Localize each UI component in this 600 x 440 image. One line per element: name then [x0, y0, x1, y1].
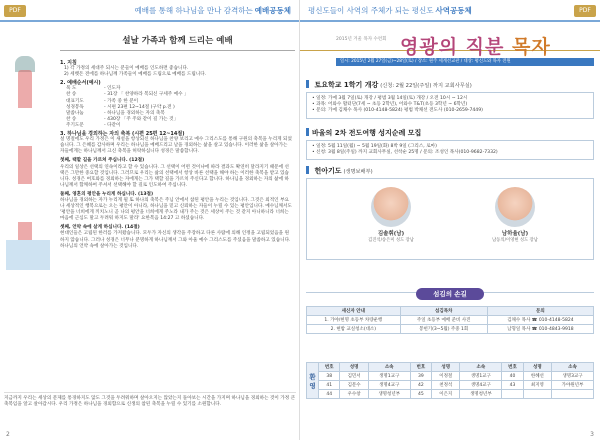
table-row: 41 김문수 생명4교구 42 천정석 생명4교구 43 최지영 가야원년부 [307, 381, 594, 390]
sec1-line: 2) 세뱃돈 전에를 하나님께 가족들이 예배를 드림으로 예배를 드립니다. [64, 72, 207, 78]
point-a-paragraph: 우리의 일상은 선택의 연속이라고 할 수 있습니다. 그 선택이 어떤 것이냐에 따라 결과도 확연히 달라지기 때문에 선택은 그만한 중요할 것입니다. 그러므로 우리는 삶의 선택에서 항상 바른 선택을 해야 하는 이러한 축복을 받고 있습니다. 성경은 여호와를 경외하는 자에게는 그가 택할 길을 가르치 주신다고 합니다. 하나님을 경외하는 자의 삶에 하나님께서 함께하여 주셔서 선택해야 할 길로 인도하여 주십니다. [60, 164, 289, 188]
service-heading-bar [306, 292, 594, 306]
retreat-banner [300, 30, 600, 70]
left-header [0, 0, 299, 22]
closing-paragraph: 지금까지 우리는 세상의 문제를 통경하지도 않도 그것을 두려워하며 살아오지는 않았는지 돌아보는 시간을 가지며 하나님을 경외하는 것이 가정 큰 축복임을 알고 살아갑시다. 우리 가정은 하나님을 경외함으로 신생의 참된 축복을 누릴 수 있기를 소원합니다. [4, 392, 296, 408]
page-number-right: 3 [590, 431, 594, 438]
order-row: 대표기도 - 가족 중 한 분이 [66, 98, 139, 104]
banner-title: 영광의 직분 목자 [400, 36, 551, 58]
table-row: 38 김민서 생명1교구 39 이정철 생명1교구 40 한혜선 생명3교구 [307, 372, 594, 381]
order-row: 성경봉독 - 시편 23편 12~14절 (구약 p.전 ) [66, 104, 175, 110]
order-row: 주기도문 - 다같이 [66, 122, 121, 128]
baby-card: 남하율(남) 남동의/이영현 성도 장남 [485, 187, 545, 243]
service-table: 새신자 안내 섬김목차 문의 1. 가야/현명 초등부 차량운행 주일 초등부 예배 준비 사진 김채수 목사 ☎ 010-4148-5824 2. 현밤 교실청소(대소) 봉헌기(3~5월) 주중 1회 남형일 목사 ☎ 010-4843-9918 [306, 306, 594, 334]
order-row: 묵 도 - 인도자 [66, 86, 121, 92]
banner-label: 2015년 겨울 목자 수련회 [336, 37, 387, 42]
point-b-paragraph: 하나님을 경외하는 자가 누리게 될 또 하나의 축복은 주님 안에서 참된 평안을 누리는 것입니다. 그것은 외적인 부요나 세상적인 행복으로는 오는 평안이 아니라, 하나님을 믿고 신뢰하는 자들이 누릴 수 있는 평안입니다. 예수님께서도 '평안을 너희에게 끼치노니 곧 나의 평안을 너희에게 주노라 내가 주는 것은 세상이 주는 것 같지 아니하니라 너희는 마음에 근심도 말고 두려워 하지도 말라' 요한복음 14:27 고 하셨습니다. [60, 197, 292, 222]
order-row: 찬 송 - 31장 「 찬양하라 복되신 구세주 예수 」 [66, 92, 189, 98]
left-header-text: 예배를 통해 하나님을 만나 감격하는 [134, 5, 253, 15]
school-box: • 일정: 가예 3월 7일(토) 개강 / 평범 3월 14일(토) 개강 / 오전 10시 ~ 12시 • 과목: 어와수 활터단(7세 ~ 초등 2학년), 어와수 T&T(초등 3학년 ~ 6학년) • 문의: 가예 김채수 목사 (010-4148-5824) 평범 박채선 전도사 (010-2659-7449) [306, 92, 594, 119]
welcome-label: 환영 [307, 363, 319, 399]
point-b-heading: 둘째, 영혼의 평안을 누리게 하십니다. (13절) [60, 191, 154, 197]
order-row: 말씀나눔 - 하나님을 경외하는 자의 축복 [66, 110, 165, 116]
sec3-title: 3. 하나님을 경외하는 자의 축복 (시편 25편 12~14절) [60, 131, 185, 138]
right-header-text: 평신도들이 사역의 주체가 되는 평신도 [308, 5, 434, 15]
welcome-table: 환영 번호 성명 소속 번호 성명 소속 번호 성명 소속 38 김민서 생명1교구 39 이정철 생명1교구 40 한혜선 생명3교구 41 김문수 생명4교구 42 천정석 생명4교구 43 최지영 가야원년부 44 우수창 생명청년부 45 이은지 생명청년부 [306, 362, 594, 399]
pilgrimage-heading: 바울의 2차 전도여행 성지순례 모집 [306, 128, 421, 138]
sec1-line: 1) 각 가정의 세대주 되시는 분들이 예배를 인도하면 좋습니다. [64, 66, 189, 72]
point-c-heading: 셋째, 언약 속에 살게 하십니다. (14절) [60, 225, 140, 231]
right-header-strong: 사역공동체 [435, 5, 472, 15]
lighthouse-illustration [6, 30, 46, 270]
table-row: 2. 현밤 교실청소(대소) 봉헌기(3~5월) 주중 1회 남형일 목사 ☎ 010-4843-9918 [307, 325, 594, 334]
sec3-paragraph: 설 명절에도 우리 가정은 이 새설을 항상되신 하나님을 찬양 보리고 예수 그리스도를 통해 구원의 축복을 누리게 되었습니다. 그 은혜를 감사하며 우리는 하나님을 예배드리고 날을 경외하는 삶을 살고 있습니다. 이러한 삶을 살아가는 자들에게는 하나님께서 크신 축복을 허락하십니다 성경은 말씀합니다. [60, 137, 292, 155]
pdf-button-left[interactable]: PDF [4, 5, 26, 17]
service-tag: 섬김의 손길 [416, 288, 484, 300]
pilgrimage-box: • 일정: 5월 11일(월) ~ 5월 19일(화) 8박 9일 (그리스, 로마) • 신청: 3월 8일(주일) 까지 교회사무실, 선착순 25명 / 문의: 조성인 목사(010-9682-7332) [306, 140, 594, 160]
pdf-button-right[interactable]: PDF [574, 5, 596, 17]
school-heading: 토요학교 1학기 개강 (신청: 2월 22일(주일) 까지 교회사무실) [306, 80, 472, 90]
baby-photo [371, 187, 411, 227]
baby-dedication-box [306, 178, 594, 260]
right-header [300, 0, 600, 22]
banner-info-bar: 일시: 2015년 2월 27일(금)~28일(토) / 장소: 원주 세계선교관 / 대상: 평신도와 목자 전원 [336, 58, 594, 66]
left-header-strong: 예배공동체 [254, 5, 291, 15]
worship-title: 설날 가족과 함께 드리는 예배 [60, 34, 295, 51]
sec1-title: 1. 지침 [60, 60, 77, 66]
table-row: 44 우수창 생명청년부 45 이은지 생명청년부 [307, 390, 594, 399]
baby-photo [495, 187, 535, 227]
right-page [300, 0, 600, 440]
order-row: 찬 송 - 430장 「주 주와 같이 길 가는 것」 [66, 116, 179, 122]
table-row: 1. 가야/현명 초등부 차량운행 주일 초등부 예배 준비 사진 김채수 목사 ☎ 010-4148-5824 [307, 316, 594, 325]
page-number-left: 2 [6, 431, 10, 438]
point-c-paragraph: 현대인들은 고립된 한러를 가져왔습니다. 모두가 자신의 생각을 주장하고 다른 사람에 의해 인정을 고립되었음을 원하지 않습니다. 그러나 성경은 너무나 분명하게 하나님께서 그와 아울 예수 그리스도를 주셨음을 말씀하고 있습니다. 하나님의 언약 속에 살아가는 것입니다. [60, 231, 291, 249]
baby-dedication-heading: 헌아기도 (생명보배부) [306, 166, 373, 176]
baby-card: 김솔휘(남) 김진석/송은미 성도 장남 [361, 187, 421, 243]
point-a-heading: 첫째, 택할 길을 가르쳐 주십니다. (12절) [60, 158, 145, 164]
sec2-title: 2. 예배순서(예시) [60, 80, 101, 87]
worship-body [60, 58, 292, 250]
